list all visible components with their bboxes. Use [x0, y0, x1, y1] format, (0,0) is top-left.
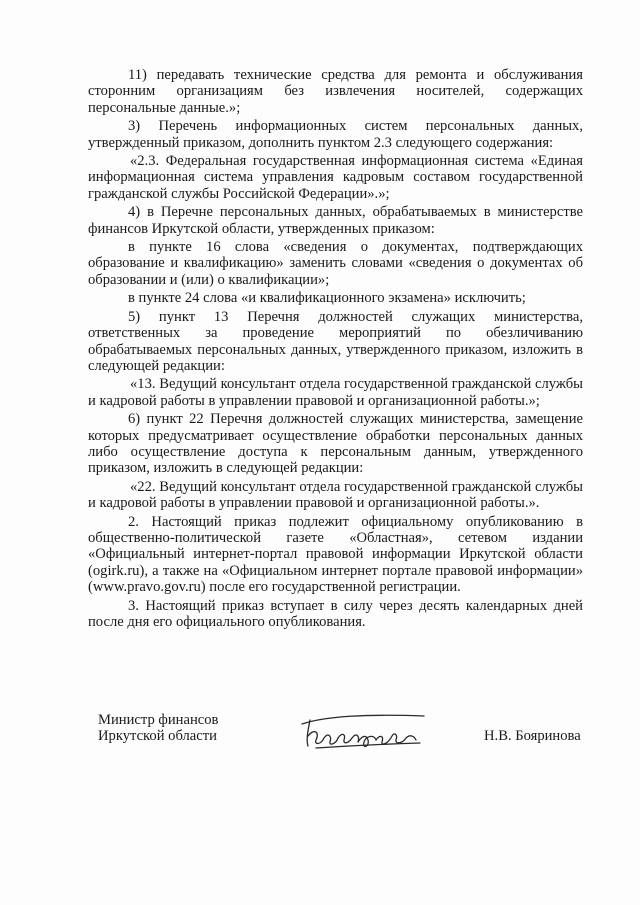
paragraph-quote-2-3: «2.3. Федеральная государственная информационная система «Единая информационная система управления кадровым составом государственной гражданской службы Российской Федерации».»; [88, 153, 583, 202]
signatory-title [98, 712, 288, 744]
handwritten-signature [296, 710, 428, 752]
paragraph-item-6: 6) пункт 22 Перечня должностей служащих министерства, замещение которых предусматривает осуществление обработки персональных данных либо осуществление доступа к персональным данным, утвержденного приказом, изложить в следующей редакции: [88, 411, 583, 477]
signatory-title-line1: Министр финансов [98, 712, 219, 728]
paragraph-clause-2: 2. Настоящий приказ подлежит официальному опубликованию в общественно-политической газете «Областная», сетевом издании «Официальный интернет-портал правовой информации Иркутской области (ogirk.ru), а также на «Официальном интернет портале правовой информации» (www.pravo.gov.ru) после его государственной регистрации. [88, 513, 583, 596]
paragraph-item-5: 5) пункт 13 Перечня должностей служащих министерства, ответственных за проведение мероприятий по обезличиванию обрабатываемых персональных данных, утвержденного приказом, изложить в следующей редакции: [88, 308, 583, 374]
paragraph-item-3: 3) Перечень информационных систем персональных данных, утвержденный приказом, дополнить пунктом 2.3 следующего содержания: [88, 118, 583, 151]
paragraph-clause-3: 3. Настоящий приказ вступает в силу через десять календарных дней после дня его официального опубликования. [88, 597, 583, 630]
signatory-name: Н.В. Бояринова [484, 728, 581, 744]
signatory-title-line2: Иркутской области [98, 728, 217, 744]
paragraph-item-11: 11) передавать технические средства для ремонта и обслуживания сторонним организациям без извлечения носителей, содержащих персональные данные.»; [88, 67, 583, 116]
paragraph-item-4: 4) в Перечне персональных данных, обрабатываемых в министерстве финансов Иркутской области, утвержденных приказом: [88, 204, 583, 237]
paragraph-point-24: в пункте 24 слова «и квалификационного экзамена» исключить; [128, 290, 526, 307]
document-body [88, 67, 583, 632]
paragraph-quote-22: «22. Ведущий консультант отдела государственной гражданской службы и кадровой работы в управлении правовой и организационной работы.». [88, 478, 583, 512]
paragraph-quote-13: «13. Ведущий консультант отдела государственной гражданской службы и кадровой работы в управлении правовой и организационной работы.»; [88, 376, 583, 409]
paragraph-point-16: в пункте 16 слова «сведения о документах, подтверждающих образование и квалификацию» заменить словами «сведения о документах об образовании и (или) о квалификации»; [88, 239, 583, 288]
